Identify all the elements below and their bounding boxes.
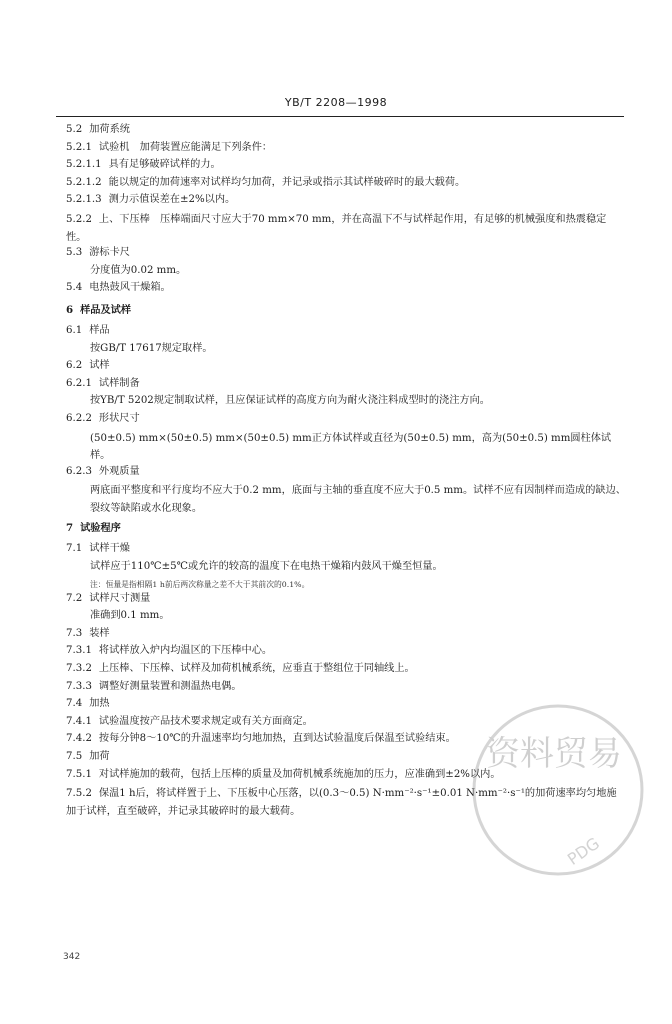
clause-5-3: 5.3 游标卡尺 — [66, 247, 130, 259]
clause-6-2-3-body: 两底面平整度和平行度均不应大于0.2 mm，底面与主轴的垂直度不应大于0.5 mm。试样不应有因制样而造成的缺边、裂纹等缺陷或水化现象。 — [90, 485, 626, 514]
clause-5-4: 5.4 电热鼓风干燥箱。 — [66, 282, 171, 294]
clause-7-4-2: 7.4.2 按每分钟8～10℃的升温速率均匀地加热，直到达试验温度后保温至试验结束。 — [66, 733, 456, 745]
body-text — [66, 123, 626, 820]
clause-5-2: 5.2 加荷系统 — [66, 124, 130, 135]
clause-7-2-body: 准确到0.1 mm。 — [90, 610, 170, 622]
clause-6-2: 6.2 试样 — [66, 360, 110, 372]
clause-7-4-1: 7.4.1 试验温度按产品技术要求规定或有关方面商定。 — [66, 715, 313, 727]
clause-7-3: 7.3 装样 — [66, 627, 110, 639]
clause-7-3-2: 7.3.2 上压棒、下压棒、试样及加荷机械系统，应垂直于整组位于同轴线上。 — [66, 663, 415, 675]
clause-7-1-note: 注：恒量是指相隔1 h前后两次称量之差不大于其前次的0.1%。 — [90, 579, 310, 589]
clause-6-2-3: 6.2.3 外观质量 — [66, 465, 140, 477]
document-header: YB/T 2208—1998 — [284, 96, 388, 109]
clause-7-1-body: 试样应于110℃±5℃或允许的较高的温度下在电热干燥箱内鼓风干燥至恒量。 — [90, 561, 443, 573]
clause-6-2-1: 6.2.1 试样制备 — [66, 377, 140, 389]
clause-6-1-body: 按GB/T 17617规定取样。 — [90, 342, 213, 354]
clause-7-2: 7.2 试样尺寸测量 — [66, 592, 151, 604]
clause-7-5: 7.5 加荷 — [66, 751, 110, 762]
stamp-watermark: PDG — [563, 833, 603, 869]
clause-6-2-2-body: (50±0.5) mm×(50±0.5) mm×(50±0.5) mm正方体试样或直径为(50±0.5) mm，高为(50±0.5) mm圆柱体试样。 — [90, 432, 612, 462]
clause-7-4: 7.4 加热 — [66, 698, 110, 710]
clause-5-2-1-2: 5.2.1.2 能以规定的加荷速率对试样均匀加荷，并记录或指示其试样破碎时的最大载荷。 — [66, 176, 466, 188]
clause-7-3-3: 7.3.3 调整好测量装置和测温热电偶。 — [66, 680, 242, 692]
section-6-heading: 6 样品及试样 — [66, 303, 132, 316]
page-number: 342 — [63, 952, 81, 962]
clause-6-2-1-body: 按YB/T 5202规定制取试样，且应保证试样的高度方向为耐火浇注料成型时的浇注方向。 — [90, 395, 490, 407]
section-7-heading: 7 试验程序 — [66, 522, 121, 535]
clause-5-2-1-1: 5.2.1.1 具有足够破碎试样的力。 — [66, 159, 221, 171]
clause-5-2-1-3: 5.2.1.3 测力示值误差在±2%以内。 — [66, 194, 236, 206]
clause-7-1: 7.1 试样干燥 — [66, 543, 130, 555]
stamp-text: 资料贸易 — [486, 734, 622, 774]
clause-5-3-body: 分度值为0.02 mm。 — [90, 264, 187, 276]
clause-5-2-2: 5.2.2 上、下压棒 压棒端面尺寸应大于70 mm×70 mm，并在高温下不与试样起作用，有足够的机械强度和热震稳定性。 — [66, 213, 607, 243]
clause-7-5-2: 7.5.2 保温1 h后，将试样置于上、下压板中心压落，以(0.3～0.5) N·mm⁻²·s⁻¹±0.01 N·mm⁻²·s⁻¹的加荷速率均匀地施加于试样，直至破碎，并记录其破碎时的最大载荷。 — [66, 788, 617, 817]
header-rule — [56, 116, 624, 117]
clause-6-2-2: 6.2.2 形状尺寸 — [66, 412, 140, 424]
clause-5-2-1: 5.2.1 试验机 加荷装置应能满足下列条件： — [66, 141, 273, 153]
clause-6-1: 6.1 样品 — [66, 324, 110, 336]
clause-7-3-1: 7.3.1 将试样放入炉内均温区的下压棒中心。 — [66, 645, 273, 657]
clause-7-5-1: 7.5.1 对试样施加的载荷，包括上压棒的质量及加荷机械系统施加的压力，应准确到±2%以内。 — [66, 768, 501, 780]
